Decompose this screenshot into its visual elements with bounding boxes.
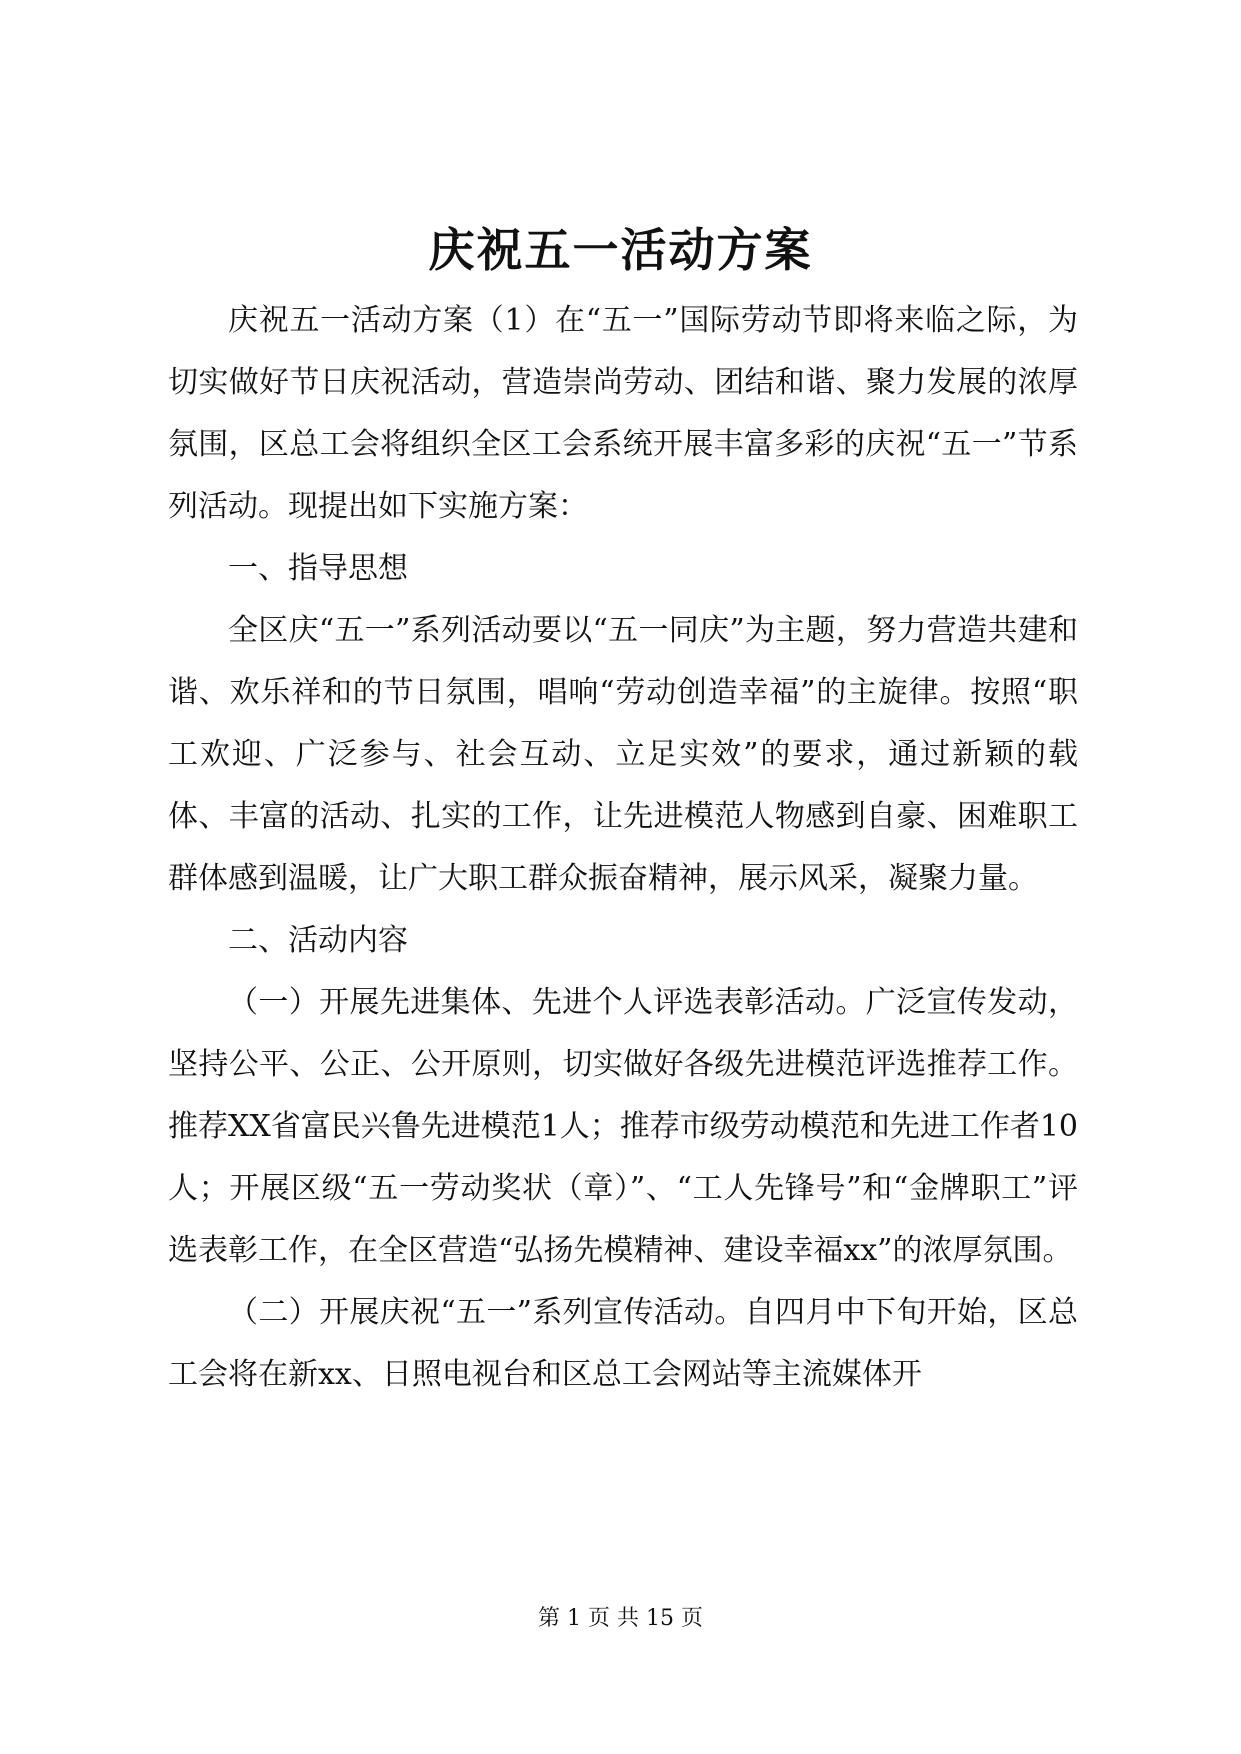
page-title: 庆祝五一活动方案 (428, 223, 813, 277)
paragraph-intro: 庆祝五一活动方案（1）在“五一”国际劳动节即将来临之际，为切实做好节日庆祝活动，营造崇尚劳动、团结和谐、聚力发展的浓厚氛围，区总工会将组织全区工会系统开展丰富多彩的庆祝“五一”节系列活动。现提出如下实施方案： (168, 303, 1078, 524)
paragraph-activity-1: （一）开展先进集体、先进个人评选表彰活动。广泛宣传发动，坚持公平、公正、公开原则，切实做好各级先进模范评选推荐工作。推荐XX省富民兴鲁先进模范1人；推荐市级劳动模范和先进工作者10人；开展区级“五一劳动奖状（章）”、“工人先锋号”和“金牌职工”评选表彰工作，在全区营造“弘扬先模精神、建设幸福xx”的浓厚氛围。 (168, 985, 1078, 1268)
paragraph-guiding-ideology: 全区庆“五一”系列活动要以“五一同庆”为主题，努力营造共建和谐、欢乐祥和的节日氛围，唱响“劳动创造幸福”的主旋律。按照“职工欢迎、广泛参与、社会互动、立足实效”的要求，通过新颖的载体、丰富的活动、扎实的工作，让先进模范人物感到自豪、困难职工群体感到温暖，让广大职工群众振奋精神，展示风采，凝聚力量。 (168, 613, 1078, 896)
section-heading-activity-content: 二、活动内容 (228, 923, 408, 958)
document-body (168, 290, 1078, 1406)
section-heading-guiding-ideology: 一、指导思想 (228, 551, 408, 586)
paragraph-activity-2: （二）开展庆祝“五一”系列宣传活动。自四月中下旬开始，区总工会将在新xx、日照电视台和区总工会网站等主流媒体开 (168, 1295, 1078, 1392)
page-footer: 第 1 页 共 15 页 (538, 1606, 703, 1631)
